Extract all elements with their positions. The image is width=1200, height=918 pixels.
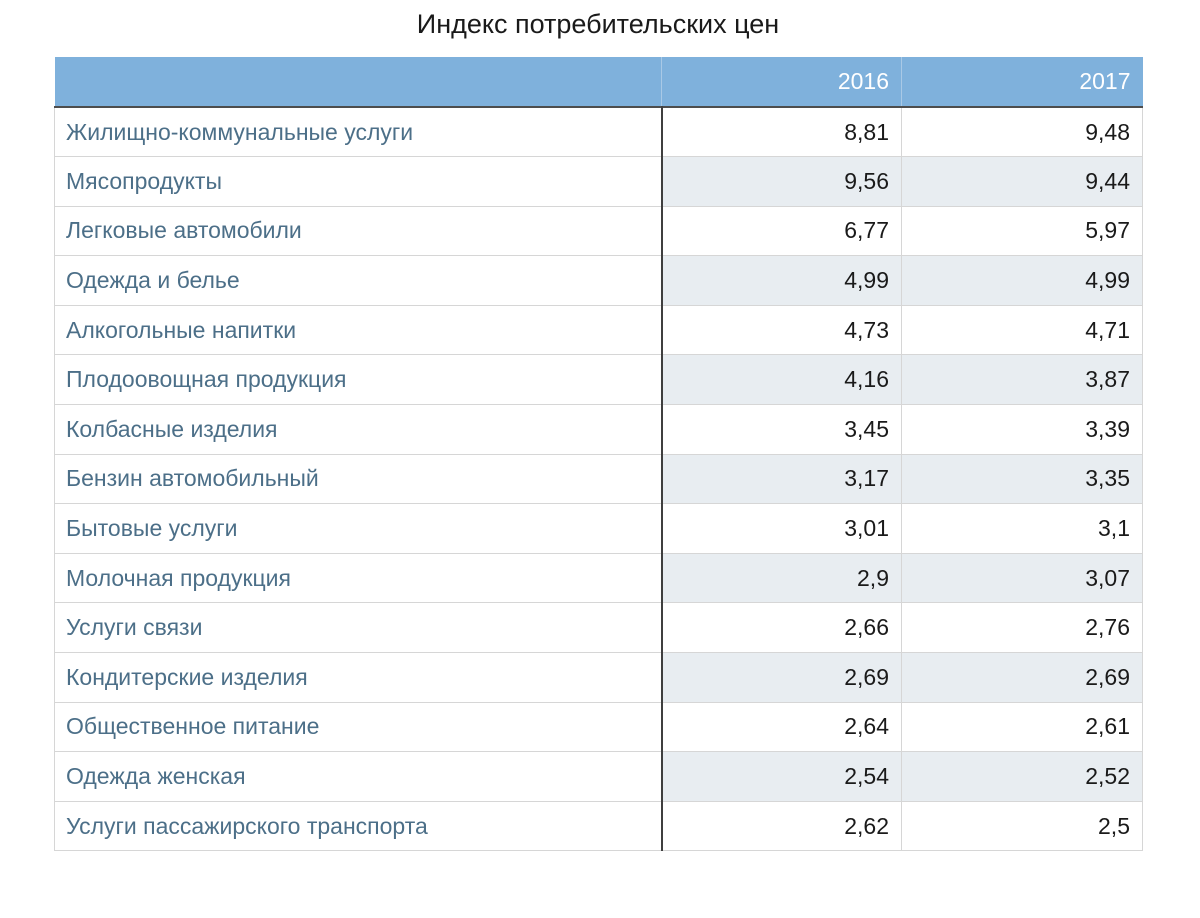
value-2016: 2,62	[662, 801, 902, 851]
table-body	[55, 107, 1143, 851]
value-2017: 3,1	[902, 504, 1143, 554]
table-row	[55, 752, 1143, 802]
value-2016: 6,77	[662, 206, 902, 256]
value-2016: 3,17	[662, 454, 902, 504]
table-row	[55, 702, 1143, 752]
row-label: Бензин автомобильный	[55, 454, 662, 504]
table-row	[55, 206, 1143, 256]
value-2017: 2,52	[902, 752, 1143, 802]
value-2016: 2,64	[662, 702, 902, 752]
table-row	[55, 107, 1143, 157]
value-2016: 4,99	[662, 256, 902, 306]
table-row	[55, 305, 1143, 355]
value-2016: 2,66	[662, 603, 902, 653]
row-label: Мясопродукты	[55, 157, 662, 207]
value-2017: 9,44	[902, 157, 1143, 207]
row-label: Услуги пассажирского транспорта	[55, 801, 662, 851]
row-label: Алкогольные напитки	[55, 305, 662, 355]
table-row	[55, 355, 1143, 405]
value-2016: 9,56	[662, 157, 902, 207]
row-label: Кондитерские изделия	[55, 653, 662, 703]
value-2016: 8,81	[662, 107, 902, 157]
value-2017: 5,97	[902, 206, 1143, 256]
value-2016: 3,45	[662, 405, 902, 455]
value-2016: 2,69	[662, 653, 902, 703]
value-2017: 2,61	[902, 702, 1143, 752]
column-header-2017: 2017	[902, 57, 1143, 107]
row-label: Жилищно-коммунальные услуги	[55, 107, 662, 157]
cpi-table	[54, 57, 1143, 851]
value-2016: 2,54	[662, 752, 902, 802]
table-header-row	[55, 57, 1143, 107]
table-row	[55, 405, 1143, 455]
row-label: Колбасные изделия	[55, 405, 662, 455]
value-2016: 2,9	[662, 553, 902, 603]
value-2017: 2,76	[902, 603, 1143, 653]
table-row	[55, 603, 1143, 653]
row-label: Плодоовощная продукция	[55, 355, 662, 405]
table-row	[55, 801, 1143, 851]
column-header-2016: 2016	[662, 57, 902, 107]
value-2017: 3,07	[902, 553, 1143, 603]
value-2017: 3,87	[902, 355, 1143, 405]
value-2017: 9,48	[902, 107, 1143, 157]
value-2016: 3,01	[662, 504, 902, 554]
row-label: Молочная продукция	[55, 553, 662, 603]
value-2017: 3,39	[902, 405, 1143, 455]
row-label: Услуги связи	[55, 603, 662, 653]
row-label: Одежда и белье	[55, 256, 662, 306]
value-2017: 2,5	[902, 801, 1143, 851]
value-2017: 4,71	[902, 305, 1143, 355]
value-2017: 4,99	[902, 256, 1143, 306]
row-label: Бытовые услуги	[55, 504, 662, 554]
row-label: Одежда женская	[55, 752, 662, 802]
table-row	[55, 454, 1143, 504]
value-2017: 3,35	[902, 454, 1143, 504]
table-row	[55, 504, 1143, 554]
value-2016: 4,73	[662, 305, 902, 355]
table-row	[55, 653, 1143, 703]
row-label: Общественное питание	[55, 702, 662, 752]
value-2016: 4,16	[662, 355, 902, 405]
table-row	[55, 256, 1143, 306]
table-title: Индекс потребительских цен	[416, 9, 780, 39]
table-row	[55, 553, 1143, 603]
row-label: Легковые автомобили	[55, 206, 662, 256]
column-header-category	[55, 57, 662, 107]
table-row	[55, 157, 1143, 207]
value-2017: 2,69	[902, 653, 1143, 703]
